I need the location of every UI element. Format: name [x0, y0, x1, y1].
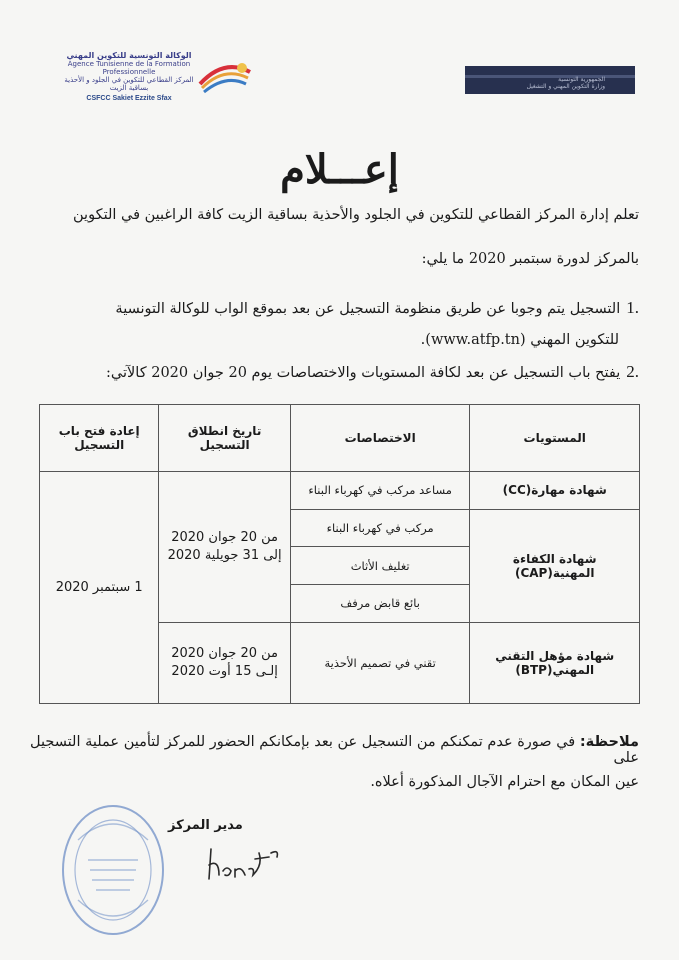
- list-item-1-continued: للتكوين المهني (www.atfp.tn).: [420, 332, 619, 348]
- center-name-ar: المركز القطاعي للتكوين في الجلود و الأحذية: [64, 76, 194, 84]
- agency-name-fr-2: Professionnelle: [102, 68, 156, 76]
- intro-line-2: بالمركز لدورة سبتمبر 2020 ما يلي:: [421, 251, 639, 267]
- handwritten-signature-icon: [205, 845, 295, 885]
- item-number: .2: [626, 362, 639, 381]
- table-row: [40, 472, 640, 510]
- center-code: CSFCC Sakiet Ezzite Sfax: [86, 95, 172, 102]
- official-stamp-icon: [58, 800, 168, 940]
- specialty-cell: بائع قابض مرفف: [290, 585, 470, 623]
- registration-table: [39, 404, 640, 704]
- level-cell: شهادة مهارة(CC): [470, 472, 640, 510]
- agency-text: [64, 52, 194, 103]
- header-levels: المستويات: [470, 405, 640, 472]
- start-date-from: من 20 جوان 2020: [171, 645, 279, 661]
- start-date-to: إلى 31 جويلية 2020: [167, 547, 282, 563]
- start-date-cell: [159, 622, 290, 703]
- level-cell: شهادة مؤهل التقني المهني(BTP): [470, 622, 640, 703]
- specialty-cell: مركب في كهرباء البناء: [290, 509, 470, 547]
- list-item-1: [29, 298, 639, 318]
- page-title: إعـــلام: [280, 146, 399, 193]
- center-location-ar: بساقية الزيت: [109, 84, 149, 92]
- ministry-name: وزارة التكوين المهني و التشغيل: [526, 83, 605, 90]
- ministry-header: [465, 66, 635, 94]
- item-number: .1: [626, 298, 639, 317]
- header-reopen-date: إعادة فتح باب التسجيل: [40, 405, 159, 472]
- note-text: في صورة عدم تمكنكم من التسجيل عن بعد بإمكانكم الحضور للمركز لتأمين عملية التسجيل على: [30, 734, 639, 766]
- level-cell: شهادة الكفاءة المهنية(CAP): [470, 509, 640, 622]
- list-item-2: [29, 362, 639, 382]
- item-text: التسجيل يتم وجوبا عن طريق منظومة التسجيل عن بعد بموقع الواب للوكالة التونسية: [115, 301, 621, 317]
- start-date-from: من 20 جوان 2020: [171, 529, 279, 545]
- specialty-cell: مساعد مركب في كهرباء البناء: [290, 472, 470, 510]
- item-text: يفتح باب التسجيل عن بعد لكافة المستويات والاختصاصات يوم 20 جوان 2020 كالآتي:: [106, 365, 621, 381]
- note: [29, 734, 639, 766]
- signature-title: مدير المركز: [168, 818, 243, 833]
- agency-name-ar: الوكالة التونسية للتكوين المهني: [66, 51, 192, 60]
- intro-line-1: تعلم إدارة المركز القطاعي للتكوين في الجلود والأحذية بساقية الزيت كافة الراغبين في التكوين: [73, 207, 639, 223]
- reopen-date-cell: 1 سبتمبر 2020: [40, 472, 159, 704]
- republic-name: الجمهورية التونسية: [558, 76, 605, 83]
- agency-header: [64, 52, 254, 114]
- note-label: ملاحظة:: [579, 734, 639, 750]
- start-date-to: إلـى 15 أوت 2020: [171, 663, 278, 679]
- header-specialties: الاختصاصات: [290, 405, 470, 472]
- note-continued: عين المكان مع احترام الآجال المذكورة أعلاه.: [370, 774, 639, 790]
- agency-logo-icon: [196, 54, 254, 98]
- table-header-row: [40, 405, 640, 472]
- ministry-text: [527, 76, 605, 90]
- specialty-cell: تغليف الأثاث: [290, 547, 470, 585]
- specialty-cell: تقني في تصميم الأحذية: [290, 622, 470, 703]
- start-date-cell: [159, 472, 290, 623]
- header-start-date: تاريخ انطلاق التسجيل: [159, 405, 290, 472]
- agency-name-fr: Agence Tunisienne de la Formation: [67, 60, 191, 68]
